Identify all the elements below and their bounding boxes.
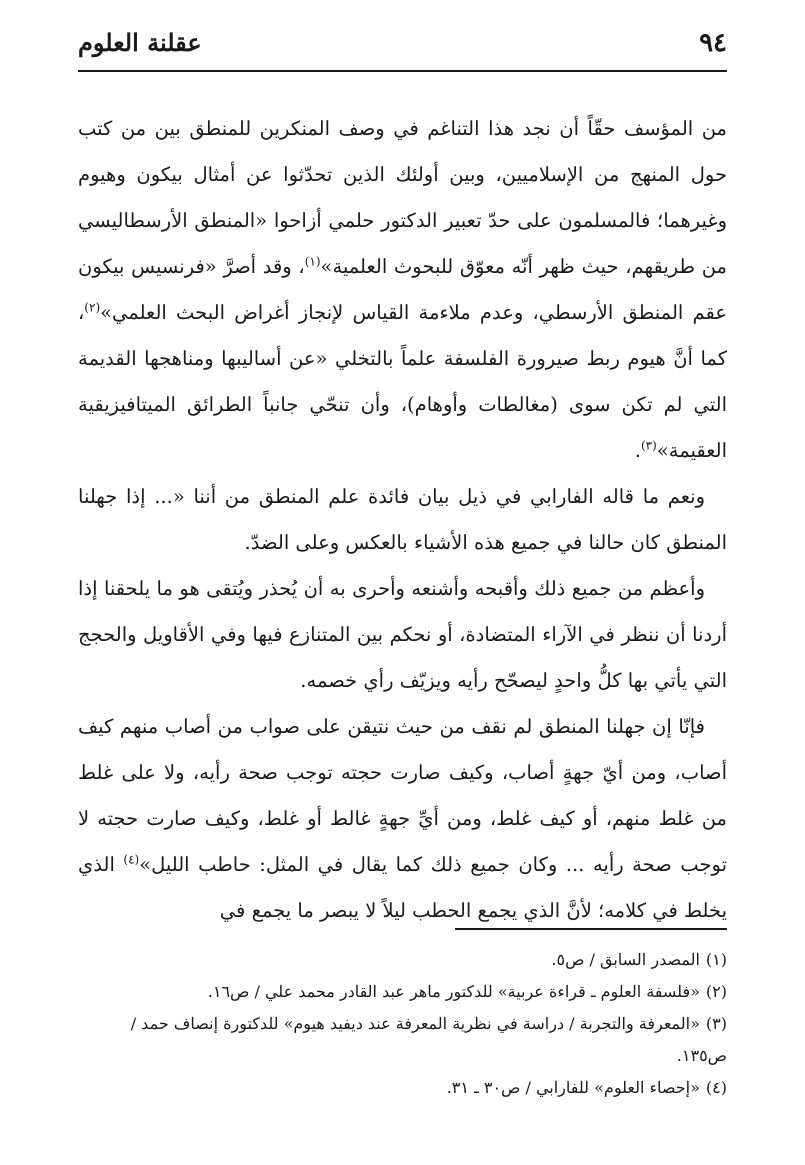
footnote-number: (٢): [705, 982, 727, 1001]
footnotes: [78, 944, 727, 1104]
page-header: [78, 22, 727, 66]
paragraph-4: [78, 704, 727, 934]
paragraph-1: [78, 106, 727, 474]
footnote-number: (١): [705, 950, 727, 969]
paragraph-1-text-a: من المؤسف حقّاً أن نجد هذا التناغم في وصف المنكرين للمنطق بين من كتب حول المنهج من الإسلاميين، وبين أولئك الذين تحدّثوا عن أمثال بيكون وهيوم وغيرهما؛ فالمسلمون على حدّ تعبير الدكتور حلمي أزاحوا «المنطق الأرسطاليسي من طريقهم، حيث ظهر أنّه معوّق للبحوث العلمية»: [78, 117, 727, 278]
footnote-text: «فلسفة العلوم ـ قراءة عربية» للدكتور ماهر عبد القادر محمد علي / ص١٦.: [207, 982, 700, 1001]
main-text: [78, 106, 727, 934]
footnote-ref-1: (١): [304, 254, 321, 269]
footnote-ref-4: (٤): [123, 852, 140, 867]
header-divider: [78, 70, 727, 72]
paragraph-3: وأعظم من جميع ذلك وأقبحه وأشنعه وأحرى به أن يُحذر ويُتقى هو ما يلحقنا إذا أردنا أن ننظر في الآراء المتضادة، أو نحكم بين المتنازع فيها وفي الأقاويل والحجج التي يأتي بها كلُّ واحدٍ ليصحّح رأيه ويزيّف رأي خصمه.: [78, 577, 727, 692]
paragraph-4-text-b: الذي يخلط في كلامه؛ لأنَّ الذي يجمع الحطب ليلاً لا يبصر ما يجمع في: [78, 853, 727, 922]
paragraph-4-text-a: فإنّا إن جهلنا المنطق لم نقف من حيث نتيقن على صواب من أصاب منهم كيف أصاب، ومن أيّ جهةٍ أصاب، وكيف صارت حجته توجب صحة رأيه، ولا على غلط من غلط منهم، أو كيف غلط، ومن أيِّ جهةٍ غالط أو غلط، وكيف صارت حجته لا توجب صحة رأيه ... وكان جميع ذلك كما يقال في المثل: حاطب الليل»: [78, 715, 727, 876]
footnote-3: [78, 1008, 727, 1072]
paragraph-1-text-c: ، كما أنَّ هيوم ربط صيرورة الفلسفة علماً بالتخلي «عن أساليبها ومناهجها القديمة التي لم تكن سوى (مغالطات وأوهام)، وأن تنحّي جانباً الطرائق الميتافيزيقية العقيمة»: [78, 301, 727, 462]
footnote-text: «المعرفة والتجربة / دراسة في نظرية المعرفة عند ديفيد هيوم» للدكتورة إنصاف حمد / ص١٣٥.: [130, 1014, 727, 1065]
page-number: ٩٤: [699, 28, 727, 58]
paragraph-1-text-d: .: [634, 439, 641, 462]
footnote-number: (٣): [705, 1014, 727, 1033]
paragraph-2: ونعم ما قاله الفارابي في ذيل بيان فائدة علم المنطق من أننا «... إذا جهلنا المنطق كان حالنا في جميع هذه الأشياء بالعكس وعلى الضدّ.: [78, 485, 727, 554]
footnote-number: (٤): [705, 1078, 727, 1097]
footnote-1: [78, 944, 727, 976]
footnote-divider: [455, 928, 727, 930]
footnote-text: المصدر السابق / ص٥.: [551, 950, 700, 969]
footnote-ref-3: (٣): [640, 438, 657, 453]
footnote-text: «إحصاء العلوم» للفارابي / ص٣٠ ـ ٣١.: [446, 1078, 700, 1097]
footnote-ref-2: (٢): [84, 300, 101, 315]
running-title: عقلنة العلوم: [78, 28, 202, 57]
footnote-2: [78, 976, 727, 1008]
footnote-4: [78, 1072, 727, 1104]
paragraph-1-text-b: ، وقد أصرَّ «فرنسيس بيكون عقم المنطق الأرسطي، وعدم ملاءمة القياس لإنجاز أغراض البحث العلمي»: [78, 255, 727, 324]
